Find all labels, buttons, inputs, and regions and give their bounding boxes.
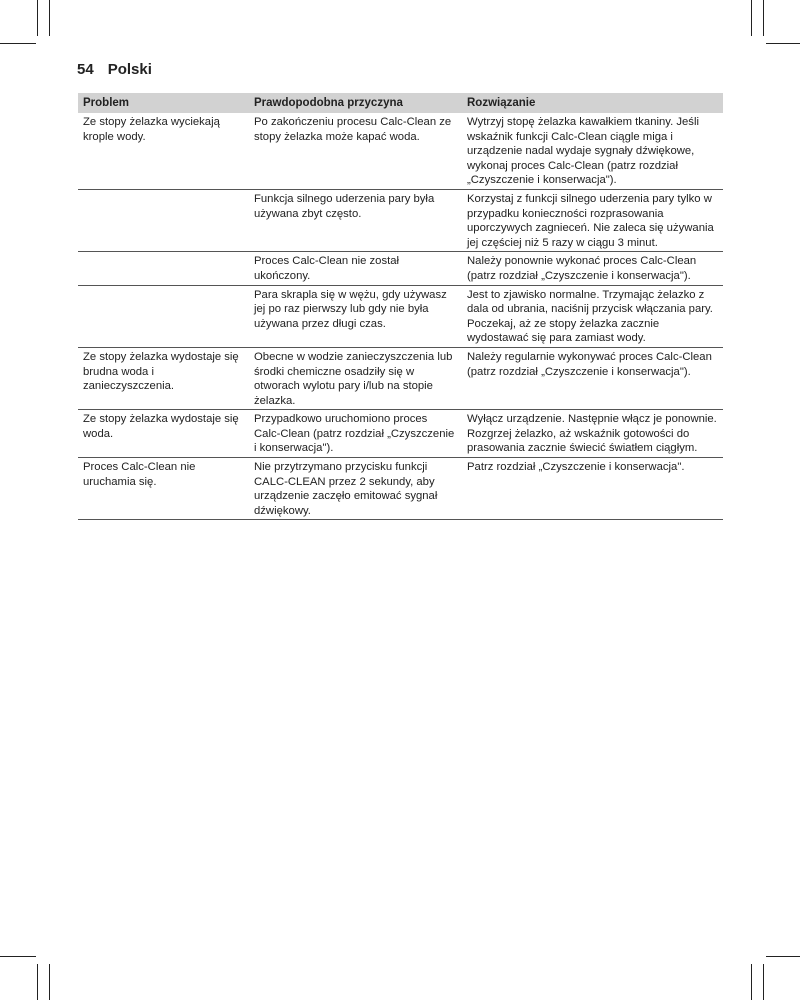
crop-mark [37,964,38,1000]
table-row [78,252,723,285]
solution-cell: Jest to zjawisko normalne. Trzymając żelazko z dala od ubrania, naciśnij przycisk włączania pary. Poczekaj, aż ze stopy żelazka zacznie wydostawać się para zamiast wody. [462,285,723,347]
page-header [77,61,152,78]
problem-cell [78,189,249,251]
crop-mark [763,964,764,1000]
solution-cell: Wyłącz urządzenie. Następnie włącz je ponownie. Rozgrzej żelazko, aż wskaźnik gotowości do prasowania zacznie świecić światłem ciągłym. [462,410,723,458]
table-header-row [78,93,723,113]
column-header-problem: Problem [78,93,249,113]
table-row [78,189,723,251]
problem-cell [78,252,249,285]
cause-cell: Po zakończeniu procesu Calc-Clean ze stopy żelazka może kapać woda. [249,113,462,189]
solution-cell: Wytrzyj stopę żelazka kawałkiem tkaniny. Jeśli wskaźnik funkcji Calc-Clean ciągle miga i urządzenie nadal wydaje sygnały dźwiękowe, wykonaj proces Calc-Clean (patrz rozdział „Czyszczenie i konserwacja"). [462,113,723,189]
table-row [78,285,723,347]
problem-cell: Ze stopy żelazka wyciekają krople wody. [78,113,249,189]
problem-cell: Ze stopy żelazka wydostaje się brudna woda i zanieczyszczenia. [78,347,249,409]
solution-cell: Należy ponownie wykonać proces Calc-Clean (patrz rozdział „Czyszczenie i konserwacja"). [462,252,723,285]
cause-cell: Obecne w wodzie zanieczyszczenia lub środki chemiczne osadziły się w otworach wylotu pary i/lub na stopie żelazka. [249,347,462,409]
solution-cell: Patrz rozdział „Czyszczenie i konserwacja". [462,458,723,520]
crop-mark [49,0,50,36]
problem-cell: Proces Calc-Clean nie uruchamia się. [78,458,249,520]
page-number: 54 [77,61,94,78]
troubleshooting-table [78,93,723,520]
crop-mark [37,0,38,36]
crop-mark [751,0,752,36]
column-header-cause: Prawdopodobna przyczyna [249,93,462,113]
cause-cell: Proces Calc-Clean nie został ukończony. [249,252,462,285]
solution-cell: Należy regularnie wykonywać proces Calc-Clean (patrz rozdział „Czyszczenie i konserwacja"). [462,347,723,409]
problem-cell [78,285,249,347]
table-row [78,347,723,409]
section-language: Polski [107,61,152,78]
cause-cell: Funkcja silnego uderzenia pary była używana zbyt często. [249,189,462,251]
table-row [78,113,723,189]
crop-mark [49,964,50,1000]
crop-mark [0,956,36,957]
crop-mark [766,43,800,44]
column-header-solution: Rozwiązanie [462,93,723,113]
cause-cell: Para skrapla się w wężu, gdy używasz jej po raz pierwszy lub gdy nie była używana przez długi czas. [249,285,462,347]
crop-mark [751,964,752,1000]
crop-mark [0,43,36,44]
problem-cell: Ze stopy żelazka wydostaje się woda. [78,410,249,458]
crop-mark [766,956,800,957]
solution-cell: Korzystaj z funkcji silnego uderzenia pary tylko w przypadku konieczności rozprasowania uporczywych zagnieceń. Nie zaleca się używania jej częściej niż 5 razy w ciągu 3 minut. [462,189,723,251]
table-row [78,458,723,520]
crop-mark [763,0,764,36]
table-row [78,410,723,458]
cause-cell: Przypadkowo uruchomiono proces Calc-Clean (patrz rozdział „Czyszczenie i konserwacja"). [249,410,462,458]
cause-cell: Nie przytrzymano przycisku funkcji CALC-CLEAN przez 2 sekundy, aby urządzenie zaczęło emitować sygnał dźwiękowy. [249,458,462,520]
